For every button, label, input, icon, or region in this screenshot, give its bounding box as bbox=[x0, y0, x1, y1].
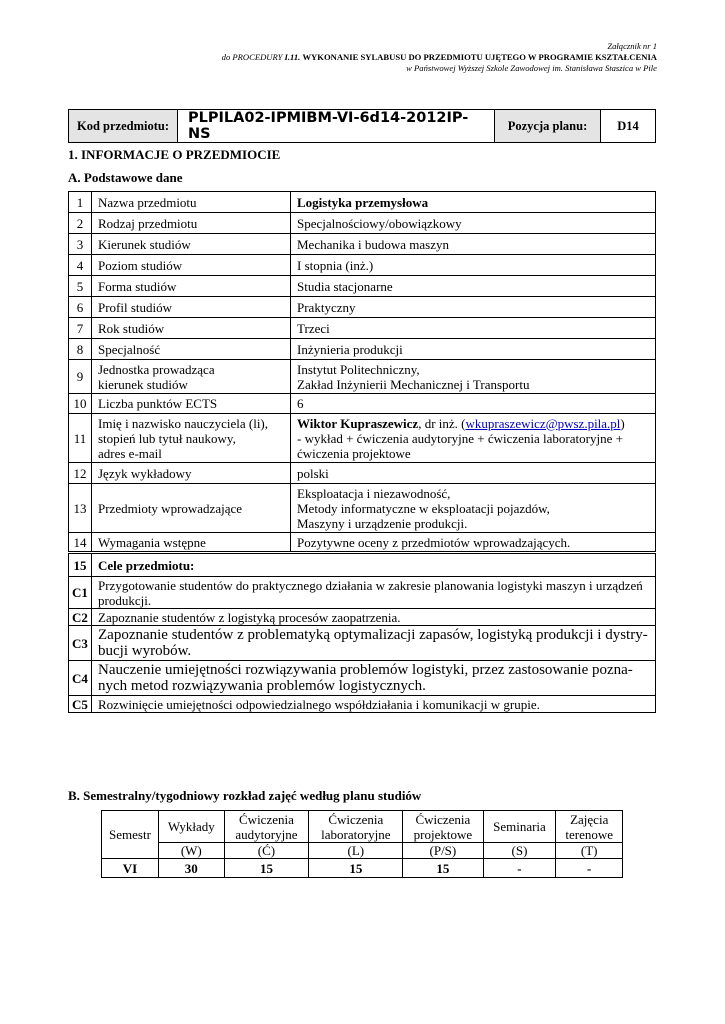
table-row: 5 Forma studiów Studia stacjonarne bbox=[69, 276, 656, 297]
procedure-line: do PROCEDURY I.11. WYKONANIE SYLABUSU DO PRZEDMIOTU UJĘTEGO W PROGRAMIE KSZTAŁCENIA bbox=[221, 52, 657, 62]
table-row: 7 Rok studiów Trzeci bbox=[69, 318, 656, 339]
teacher-info: Wiktor Kupraszewicz, dr inż. (wkupraszewicz@pwsz.pila.pl) - wykład + ćwiczenia audytoryjne + ćwiczenia laboratoryjne + ćwiczenia projektowe bbox=[291, 414, 656, 463]
goal-row: C4 Nauczenie umiejętności rozwiązywania problemów logistyki, przez zastosowanie pozna-nych metod rozwiązywania problemów logistycznych. bbox=[69, 661, 656, 696]
schedule-header-row: Semestr Wykłady Ćwiczenia audytoryjne Ćwiczenia laboratoryjne Ćwiczenia projektowe Seminaria Zajęcia terenowe bbox=[102, 811, 623, 843]
subsection-title: A. Podstawowe dane bbox=[68, 170, 183, 185]
goal-row: C2 Zapoznanie studentów z logistyką procesów zaopatrzenia. bbox=[69, 609, 656, 626]
goal-row: C3 Zapoznanie studentów z problematyką optymalizacji zapasów, logistyką produkcji i dystry-bucji wyrobów. bbox=[69, 626, 656, 661]
table-row: 1 Nazwa przedmiotu Logistyka przemysłowa bbox=[69, 192, 656, 213]
course-name: Logistyka przemysłowa bbox=[291, 192, 656, 213]
table-row: 4 Poziom studiów I stopnia (inż.) bbox=[69, 255, 656, 276]
teacher-name: Wiktor Kupraszewicz bbox=[297, 415, 419, 431]
goal-row: C1 Przygotowanie studentów do praktycznego działania w zakresie planowania logistyki maszyn i urządzeń produkcji. bbox=[69, 577, 656, 609]
schedule-table bbox=[101, 810, 623, 878]
goal-row: C5 Rozwinięcie umiejętności odpowiedzialnego współdziałania i komunikacji w grupie. bbox=[69, 696, 656, 713]
goals-heading: Cele przedmiotu: bbox=[92, 554, 656, 577]
table-row: 13 Przedmioty wprowadzające Eksploatacja i niezawodność, Metody informatyczne w eksploatacji pojazdów, Maszyny i urządzenie produkcji. bbox=[69, 484, 656, 533]
table-row: 11 Imię i nazwisko nauczyciela (li), stopień lub tytuł naukowy, adres e-mail Wiktor Kupraszewicz, dr inż. (wkupraszewicz@pwsz.pila.pl) - wykład + ćwiczenia audytoryjne + ćwiczenia laboratoryjne + ćwiczenia projektowe bbox=[69, 414, 656, 463]
course-code-label: Kod przedmiotu: bbox=[69, 110, 178, 143]
goals-header-row: 15 Cele przedmiotu: bbox=[69, 554, 656, 577]
schedule-abbr-row: (W) (Ć) (L) (P/S) (S) (T) bbox=[102, 843, 623, 859]
course-goals-table bbox=[68, 553, 656, 713]
section-title: 1. INFORMACJE O PRZEDMIOCIE bbox=[68, 147, 281, 162]
table-row: 3 Kierunek studiów Mechanika i budowa maszyn bbox=[69, 234, 656, 255]
table-row: 6 Profil studiów Praktyczny bbox=[69, 297, 656, 318]
plan-position-label: Pozycja planu: bbox=[495, 110, 601, 143]
schedule-value-row: VI 30 15 15 15 - - bbox=[102, 859, 623, 878]
table-row: 10 Liczba punktów ECTS 6 bbox=[69, 394, 656, 414]
subsection-title: B. Semestralny/tygodniowy rozkład zajęć według planu studiów bbox=[68, 788, 422, 803]
teacher-email-link[interactable]: wkupraszewicz@pwsz.pila.pl bbox=[465, 415, 621, 431]
basic-data-table bbox=[68, 191, 656, 552]
document-header bbox=[222, 41, 657, 74]
attachment-label: Załącznik nr 1 bbox=[607, 41, 657, 51]
course-code-bar bbox=[68, 109, 656, 143]
table-row: 12 Język wykładowy polski bbox=[69, 463, 656, 484]
plan-position-value: D14 bbox=[601, 110, 656, 143]
table-row: 9 Jednostka prowadząca kierunek studiów Instytut Politechniczny, Zakład Inżynierii Mechanicznej i Transportu bbox=[69, 360, 656, 394]
table-row: 8 Specjalność Inżynieria produkcji bbox=[69, 339, 656, 360]
table-row: 14 Wymagania wstępne Pozytywne oceny z przedmiotów wprowadzających. bbox=[69, 533, 656, 552]
school-line: w Państwowej Wyższej Szkole Zawodowej im. Stanisława Staszica w Pile bbox=[406, 63, 657, 73]
table-row: 2 Rodzaj przedmiotu Specjalnościowy/obowiązkowy bbox=[69, 213, 656, 234]
course-code-value: PLPILA02-IPMIBM-VI-6d14-2012IP-NS bbox=[178, 110, 495, 143]
